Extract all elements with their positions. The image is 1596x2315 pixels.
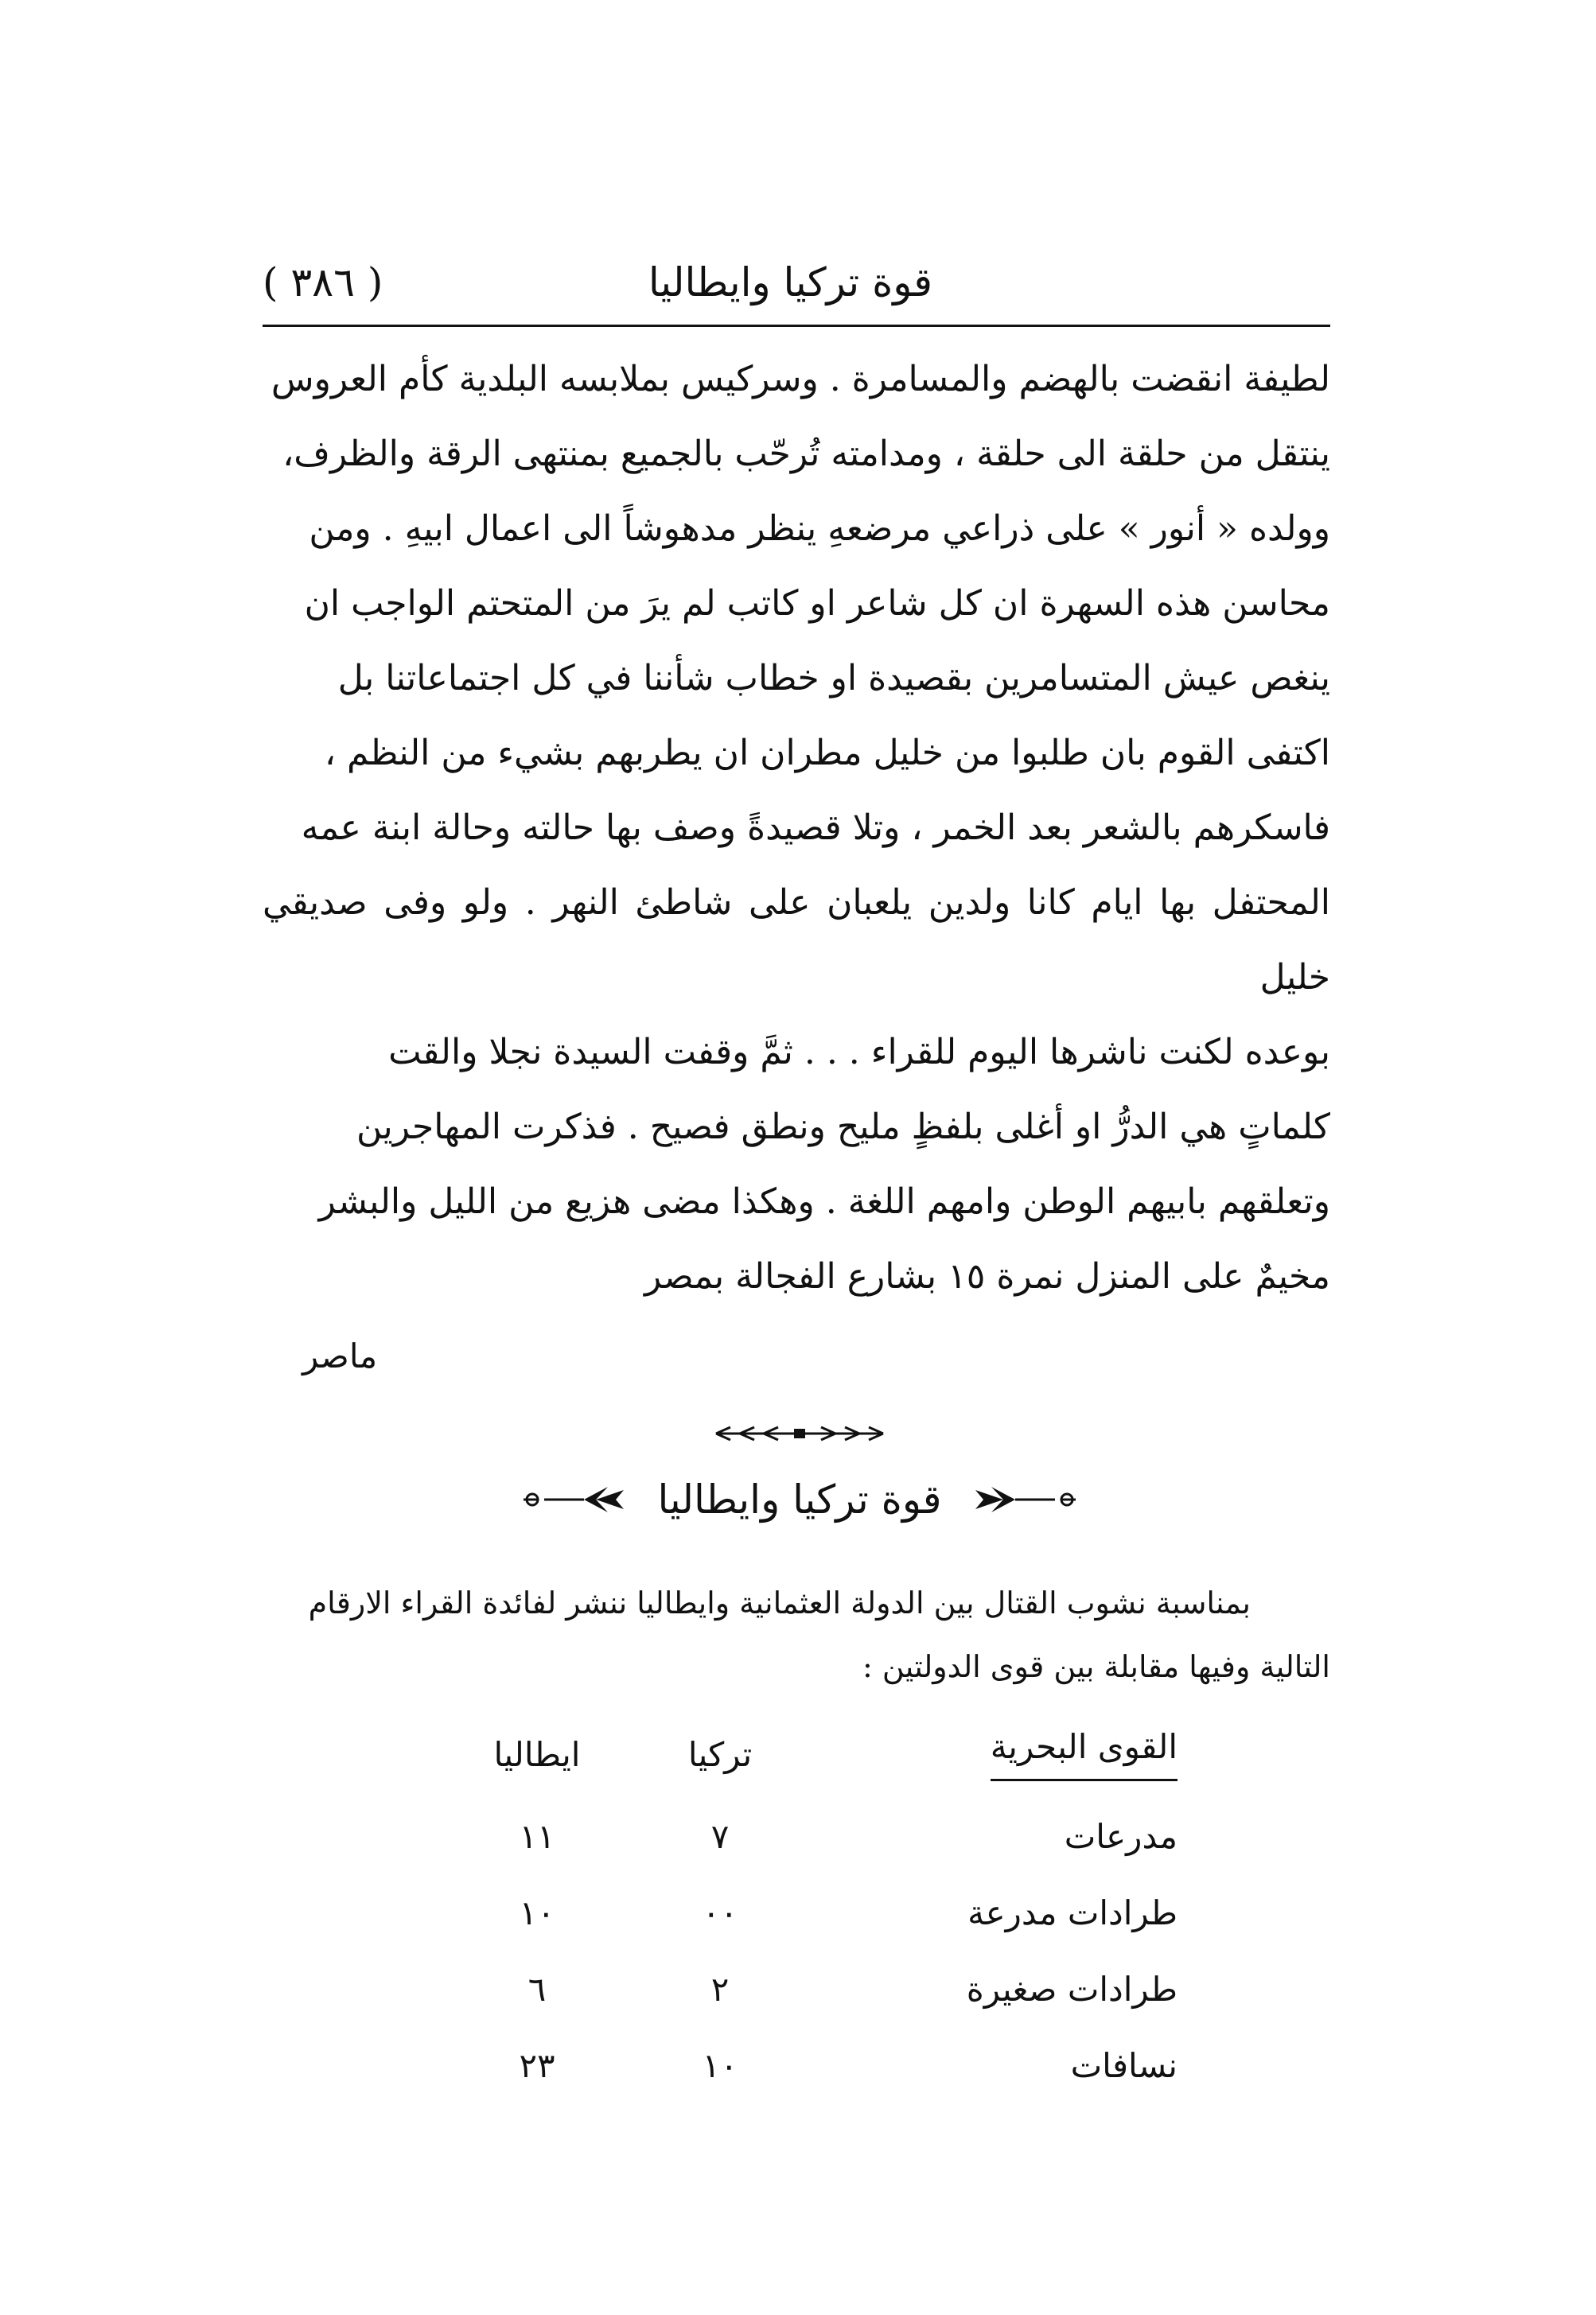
divider-ornament bbox=[708, 1424, 891, 1443]
row-label: مدرعات bbox=[1064, 1816, 1178, 1856]
italy-value: ٦ bbox=[527, 1969, 547, 2009]
page-header bbox=[263, 251, 1330, 314]
text-line: مخيمٌ على المنزل نمرة ١٥ بشارع الفجالة بمصر bbox=[644, 1256, 1330, 1297]
text-line: ينتقل من حلقة الى حلقة ، ومدامته تُرحّب بالجميع بمنتهى الرقة والظرف، bbox=[282, 434, 1330, 474]
text-line: لطيفة انقضت بالهضم والمسامرة . وسركيس بملابسه البلدية كأم العروس bbox=[271, 359, 1330, 399]
text-line: بوعده لكنت ناشرها اليوم للقراء . . . ثمَّ وقفت السيدة نجلا والقت bbox=[388, 1032, 1330, 1072]
heading-flourish-left-icon bbox=[520, 1484, 640, 1515]
text-line: محاسن هذه السهرة ان كل شاعر او كاتب لم يرَ من المتحتم الواجب ان bbox=[304, 583, 1330, 624]
text-line: فاسكرهم بالشعر بعد الخمر ، وتلا قصيدةً وصف بها حالته وحالة ابنة عمه bbox=[301, 807, 1330, 848]
naval-forces-table bbox=[446, 1710, 1209, 2103]
intro-line: بمناسبة نشوب القتال بين الدولة العثمانية وايطاليا ننشر لفائدة القراء الارقام bbox=[308, 1585, 1251, 1620]
turkey-value: ٠٠ bbox=[702, 1893, 738, 1932]
table-row bbox=[446, 1951, 1209, 2027]
italy-value: ٢٣ bbox=[519, 2045, 555, 2085]
header-italy: ايطاليا bbox=[493, 1734, 581, 1774]
section-title: قوة تركيا وايطاليا bbox=[657, 1477, 942, 1523]
turkey-value: ١٠ bbox=[702, 2045, 738, 2085]
table-row bbox=[446, 1874, 1209, 1951]
text-line: المحتفل بها ايام كانا ولدين يلعبان على شاطئ النهر . ولو وفى صديقي خليل bbox=[263, 882, 1330, 998]
text-line: كلماتٍ هي الدرُّ او أغلى بلفظٍ مليح ونطق فصيح . فذكرت المهاجرين bbox=[356, 1107, 1330, 1147]
italy-value: ١١ bbox=[519, 1816, 555, 1856]
text-line: وولده « أنور » على ذراعي مرضعهِ ينظر مدهوشاً الى اعمال ابيهِ . ومن bbox=[309, 508, 1330, 549]
previous-article-text bbox=[263, 342, 1330, 1314]
row-label: طرادات مدرعة bbox=[967, 1893, 1178, 1932]
text-line: ينغص عيش المتسامرين بقصيدة او خطاب شأننا في كل اجتماعاتنا بل bbox=[337, 658, 1330, 698]
section-intro bbox=[263, 1571, 1330, 1698]
turkey-value: ٧ bbox=[710, 1816, 730, 1856]
header-naval-forces: القوى البحرية bbox=[812, 1710, 1209, 1798]
table-header-row bbox=[446, 1710, 1209, 1798]
table-row bbox=[446, 1798, 1209, 1874]
page-number: ( ٣٨٦ ) bbox=[263, 259, 383, 305]
row-label: طرادات صغيرة bbox=[966, 1969, 1178, 2009]
header-turkey: تركيا bbox=[687, 1734, 753, 1774]
section-heading bbox=[461, 1456, 1138, 1543]
text-line: وتعلقهم بابيهم الوطن وامهم اللغة . وهكذا مضى هزيع من الليل والبشر bbox=[318, 1181, 1330, 1222]
table-row bbox=[446, 2027, 1209, 2103]
running-title: قوة تركيا وايطاليا bbox=[648, 259, 932, 305]
text-line: اكتفى القوم بان طلبوا من خليل مطران ان يطربهم بشيء من النظم ، bbox=[324, 733, 1330, 773]
italy-value: ١٠ bbox=[519, 1893, 555, 1932]
author-signature: ماصر bbox=[302, 1336, 378, 1375]
header-rule bbox=[263, 325, 1330, 327]
intro-line: التالية وفيها مقابلة بين قوى الدولتين : bbox=[862, 1649, 1330, 1684]
heading-flourish-right-icon bbox=[960, 1484, 1079, 1515]
row-label: نسافات bbox=[1070, 2045, 1178, 2085]
turkey-value: ٢ bbox=[710, 1969, 730, 2009]
